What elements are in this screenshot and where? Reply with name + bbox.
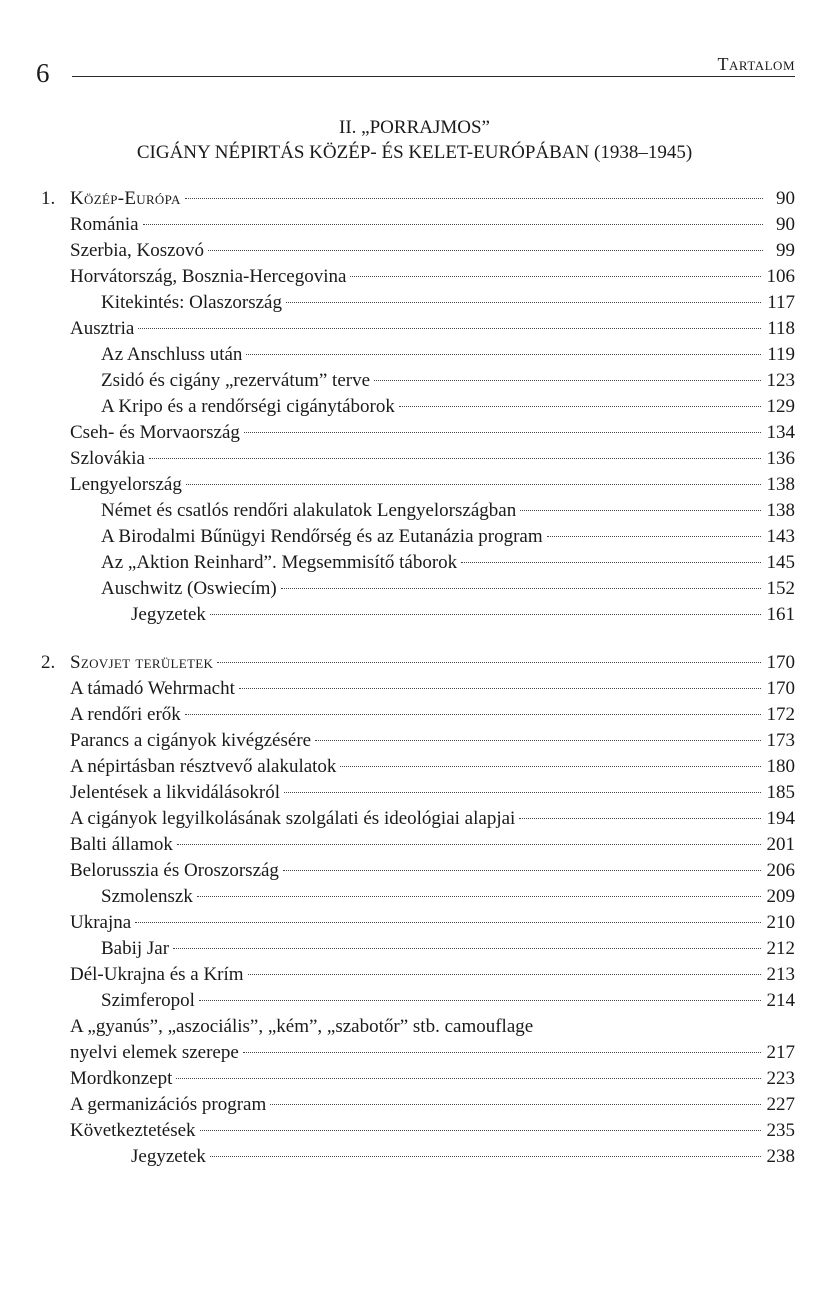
dot-leader (185, 714, 761, 715)
toc-entry-title: Balti államok (70, 834, 173, 855)
dot-leader (286, 302, 761, 303)
toc-entry (0, 962, 829, 988)
toc-entry-title: Szmolenszk (101, 886, 193, 907)
dot-leader (520, 510, 760, 511)
toc-page-number: 138 (766, 474, 795, 495)
toc-entry (0, 1066, 829, 1092)
toc-entry (0, 602, 829, 628)
toc-entry-title: Német és csatlós rendőri alakulatok Lengyelországban (101, 500, 517, 521)
dot-leader (461, 562, 760, 563)
toc-entry-title: Dél-Ukrajna és a Krím (70, 964, 244, 985)
toc-entry (0, 936, 829, 962)
toc-page-number: 180 (766, 756, 795, 777)
toc-entry (0, 650, 829, 676)
toc-entry (0, 1118, 829, 1144)
dot-leader (547, 536, 761, 537)
toc-entry (0, 186, 829, 212)
toc-page-number: 143 (766, 526, 795, 547)
toc-entry (0, 576, 829, 602)
toc-page-number: 210 (766, 912, 795, 933)
toc-entry-title: Lengyelország (70, 474, 182, 495)
part-subtitle: CIGÁNY NÉPIRTÁS KÖZÉP- ÉS KELET-EURÓPÁBAN (1938–1945) (136, 142, 693, 163)
toc-page-number: 145 (766, 552, 795, 573)
toc-entry (0, 472, 829, 498)
dot-leader (340, 766, 760, 767)
toc-entry (0, 238, 829, 264)
toc-page-number: 185 (766, 782, 795, 803)
toc-entry (0, 1144, 829, 1170)
toc-entry (0, 394, 829, 420)
toc-page-number: 170 (766, 652, 795, 673)
dot-leader (246, 354, 761, 355)
toc-entry-title: Auschwitz (Oswiecím) (101, 578, 277, 599)
toc-entry-title: Az Anschluss után (101, 344, 243, 365)
toc-entry (0, 498, 829, 524)
toc-entry (0, 1040, 829, 1066)
toc-entry-title: Horvátország, Bosznia-Hercegovina (70, 266, 347, 287)
dot-leader (248, 974, 761, 975)
toc-entry (0, 1092, 829, 1118)
toc-entry (0, 910, 829, 936)
toc-entry-title: Kitekintés: Olaszország (101, 292, 282, 313)
toc-page-number: 90 (776, 188, 795, 209)
toc-entry (0, 832, 829, 858)
toc-entry-title: Parancs a cigányok kivégzésére (70, 730, 312, 751)
toc-page-number: 223 (766, 1068, 795, 1089)
toc-page-number: 238 (766, 1146, 795, 1167)
part-title: II. „PORRAJMOS” (339, 117, 490, 138)
toc-page-number: 136 (766, 448, 795, 469)
dot-leader (217, 662, 760, 663)
toc-entry-title: Szlovákia (70, 448, 145, 469)
dot-leader (350, 276, 760, 277)
toc-page-number: 172 (766, 704, 795, 725)
toc-entry-title: A népirtásban résztvevő alakulatok (70, 756, 337, 777)
toc-page-number: 129 (766, 396, 795, 417)
toc-entry (0, 754, 829, 780)
toc-entry-title: Jegyzetek (131, 1146, 206, 1167)
toc-entry-title: Cseh- és Morvaország (70, 422, 240, 443)
dot-leader (210, 614, 761, 615)
toc-entry-title: Közép-Európa (70, 188, 181, 209)
toc-page-number: 201 (766, 834, 795, 855)
dot-leader (210, 1156, 761, 1157)
toc-entry-title: A cigányok legyilkolásának szolgálati és ideológiai alapjai (70, 808, 516, 829)
toc-entry-title: Szimferopol (101, 990, 195, 1011)
dot-leader (173, 948, 760, 949)
header-rule (72, 76, 795, 77)
toc-entry (0, 858, 829, 884)
section-number: 1. (41, 188, 56, 209)
toc-entry-title: Mordkonzept (70, 1068, 173, 1089)
toc-page-number: 209 (766, 886, 795, 907)
toc-page-number: 206 (766, 860, 795, 881)
dot-leader (199, 1000, 761, 1001)
dot-leader (208, 250, 763, 251)
toc-entry-title: Ausztria (70, 318, 135, 339)
dot-leader (315, 740, 760, 741)
dot-leader (374, 380, 760, 381)
toc-page-number: 117 (767, 292, 795, 313)
toc-page-number: 194 (766, 808, 795, 829)
dot-leader (186, 484, 761, 485)
toc-entry-title: Babij Jar (101, 938, 170, 959)
toc-entry-title: Belorusszia és Oroszország (70, 860, 279, 881)
toc-entry-title: Románia (70, 214, 139, 235)
toc-page-number: 118 (767, 318, 795, 339)
toc-entry-title: Szerbia, Koszovó (70, 240, 205, 261)
toc-entry-title: Ukrajna (70, 912, 132, 933)
toc-page-number: 99 (776, 240, 795, 261)
toc-entry-title: Az „Aktion Reinhard”. Megsemmisítő táborok (101, 552, 458, 573)
dot-leader (284, 792, 761, 793)
toc-entry-title: Szovjet területek (70, 652, 214, 673)
dot-leader (149, 458, 761, 459)
dot-leader (138, 328, 761, 329)
toc-page-number: 106 (766, 266, 795, 287)
toc-entry (0, 1014, 829, 1040)
toc-page-number: 214 (766, 990, 795, 1011)
toc-page-number: 90 (776, 214, 795, 235)
toc-entry (0, 290, 829, 316)
toc-page-number: 138 (766, 500, 795, 521)
toc-entry-title: A Kripo és a rendőrségi cigánytáborok (101, 396, 395, 417)
toc-page-number: 123 (766, 370, 795, 391)
toc-entry (0, 806, 829, 832)
toc-page-number: 134 (766, 422, 795, 443)
toc-page-number: 161 (766, 604, 795, 625)
toc-entry (0, 780, 829, 806)
toc-page-number: 173 (766, 730, 795, 751)
toc-entry (0, 316, 829, 342)
toc-page-number: 217 (766, 1042, 795, 1063)
toc-entry (0, 702, 829, 728)
toc-entry (0, 420, 829, 446)
toc-entry (0, 264, 829, 290)
dot-leader (244, 432, 761, 433)
dot-leader (239, 688, 761, 689)
toc-page-number: 119 (767, 344, 795, 365)
toc-entry-title: Jelentések a likvidálásokról (70, 782, 280, 803)
toc-entry (0, 524, 829, 550)
page-number: 6 (36, 58, 50, 88)
section-number: 2. (41, 652, 56, 673)
dot-leader (143, 224, 763, 225)
toc-entry (0, 342, 829, 368)
toc-page-number: 212 (766, 938, 795, 959)
dot-leader (135, 922, 760, 923)
toc-entry (0, 676, 829, 702)
toc-entry-title: Jegyzetek (131, 604, 206, 625)
dot-leader (176, 1078, 760, 1079)
toc-entry (0, 446, 829, 472)
dot-leader (243, 1052, 761, 1053)
toc-entry (0, 988, 829, 1014)
toc-page-number: 227 (766, 1094, 795, 1115)
dot-leader (283, 870, 761, 871)
toc-entry-title: nyelvi elemek szerepe (70, 1042, 239, 1063)
dot-leader (185, 198, 763, 199)
dot-leader (281, 588, 761, 589)
dot-leader (200, 1130, 761, 1131)
dot-leader (270, 1104, 760, 1105)
toc-page-number: 213 (766, 964, 795, 985)
running-head: Tartalom (717, 54, 795, 74)
dot-leader (399, 406, 761, 407)
toc-entry-title: A germanizációs program (70, 1094, 267, 1115)
toc-page-number: 152 (766, 578, 795, 599)
dot-leader (197, 896, 761, 897)
dot-leader (177, 844, 761, 845)
toc-entry-title: A rendőri erők (70, 704, 181, 725)
toc-entry-title: Zsidó és cigány „rezervátum” terve (101, 370, 371, 391)
toc-entry-title: A Birodalmi Bűnügyi Rendőrség és az Eutanázia program (101, 526, 543, 547)
toc-entry (0, 728, 829, 754)
toc-entry (0, 550, 829, 576)
toc-entry (0, 884, 829, 910)
toc-page-number: 170 (766, 678, 795, 699)
toc-entry (0, 368, 829, 394)
toc-entry-title: A „gyanús”, „aszociális”, „kém”, „szabotőr” stb. camouflage (70, 1016, 534, 1037)
dot-leader (519, 818, 760, 819)
toc-page-number: 235 (766, 1120, 795, 1141)
toc-entry-title: A támadó Wehrmacht (70, 678, 235, 699)
toc-entry-title: Következtetések (70, 1120, 196, 1141)
toc-entry (0, 212, 829, 238)
